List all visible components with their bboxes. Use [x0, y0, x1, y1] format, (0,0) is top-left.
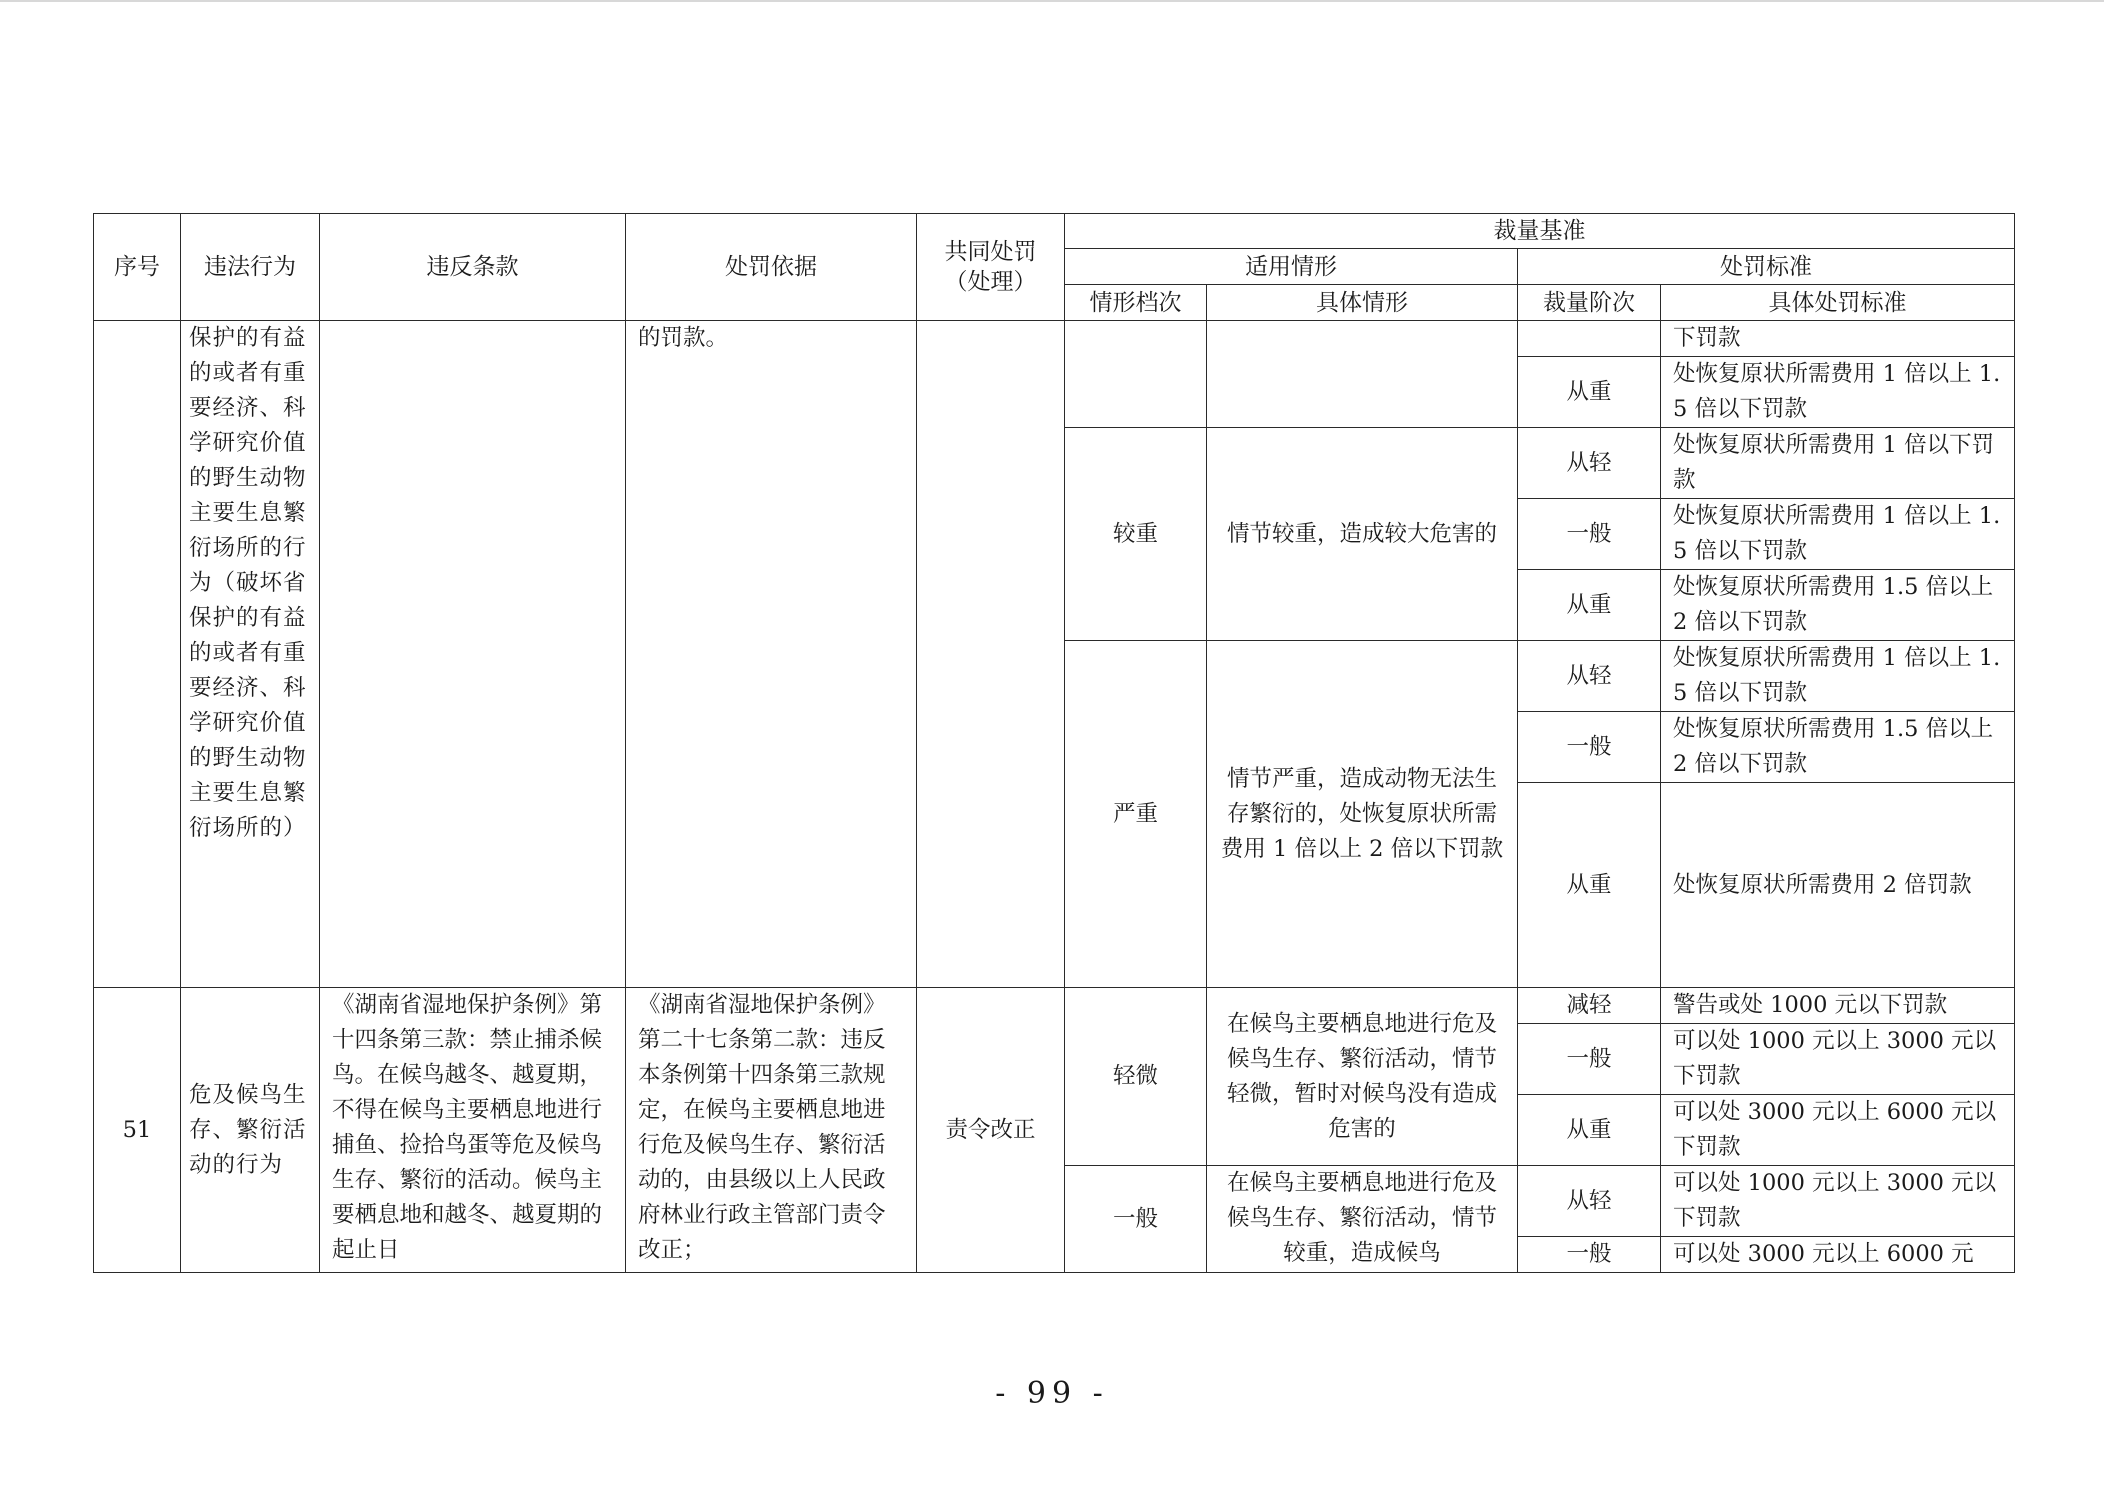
page-top-border — [0, 0, 2104, 2]
situation-grade-cell: 一般 — [1065, 1166, 1207, 1273]
cont-violation-cell — [181, 321, 320, 988]
cont-seq-cell — [94, 321, 181, 988]
discretion-step-cell: 从重 — [1518, 570, 1661, 641]
entry-51-basis-cell — [626, 988, 917, 1273]
header-penalty-standard: 处罚标准 — [1518, 249, 2015, 285]
penalty-standard-cell — [1661, 641, 2015, 712]
penalty-standard-text: 可以处 1000 元以上 3000 元以下罚款 — [1673, 1170, 1997, 1231]
penalty-standard-cell — [1661, 1095, 2015, 1166]
table-row — [94, 321, 2015, 357]
page-number: - 99 - — [995, 1376, 1109, 1411]
header-discretion-level: 裁量阶次 — [1518, 285, 1661, 321]
penalty-standard-cell — [1661, 1237, 2015, 1273]
penalty-standard-text: 可以处 1000 元以上 3000 元以下罚款 — [1673, 1028, 1997, 1089]
penalty-standard-text: 警告或处 1000 元以下罚款 — [1673, 992, 1948, 1018]
penalty-standard-text: 可以处 3000 元以上 6000 元 — [1673, 1241, 1974, 1267]
discretion-step-cell: 一般 — [1518, 712, 1661, 783]
header-clause: 违反条款 — [320, 214, 626, 321]
discretion-standard-table — [93, 213, 2015, 1273]
entry-51-clause-cell — [320, 988, 626, 1273]
penalty-standard-cell — [1661, 988, 2015, 1024]
specific-situation-text: 情节严重，造成动物无法生存繁衍的，处恢复原状所需费用 1 倍以上 2 倍以下罚款 — [1220, 765, 1504, 862]
discretion-step-cell: 从轻 — [1518, 428, 1661, 499]
penalty-standard-text: 处恢复原状所需费用 1.5 倍以上 2 倍以下罚款 — [1673, 574, 1994, 635]
penalty-standard-cell — [1661, 357, 2015, 428]
penalty-standard-cell — [1661, 321, 2015, 357]
entry-51-basis-text: 《湖南省湿地保护条例》第二十七条第二款：违反本条例第十四条第三款规定，在候鸟主要栖息地进行危及候鸟生存、繁衍活动的，由县级以上人民政府林业行政主管部门责令改正； — [638, 992, 886, 1263]
header-discretion-standard: 裁量基准 — [1065, 214, 2015, 249]
header-basis: 处罚依据 — [626, 214, 917, 321]
header-specific-penalty: 具体处罚标准 — [1661, 285, 2015, 321]
situation-grade-cell: 轻微 — [1065, 988, 1207, 1166]
specific-situation-cell — [1207, 321, 1518, 428]
penalty-standard-cell — [1661, 1166, 2015, 1237]
discretion-step-cell: 一般 — [1518, 1024, 1661, 1095]
cont-basis-cell — [626, 321, 917, 988]
cont-basis-text: 的罚款。 — [638, 325, 729, 351]
header-row-1 — [94, 214, 2015, 249]
header-violation: 违法行为 — [181, 214, 320, 321]
header-applicable: 适用情形 — [1065, 249, 1518, 285]
specific-situation-cell — [1207, 428, 1518, 641]
penalty-standard-cell — [1661, 712, 2015, 783]
cont-clause-cell — [320, 321, 626, 988]
entry-51-violation-cell — [181, 988, 320, 1273]
penalty-standard-text: 处恢复原状所需费用 2 倍罚款 — [1673, 871, 1972, 898]
entry-51-seq: 51 — [94, 988, 181, 1273]
entry-51-common-penalty: 责令改正 — [917, 988, 1065, 1273]
penalty-standard-text: 下罚款 — [1673, 325, 1741, 351]
discretion-step-cell — [1518, 321, 1661, 357]
cont-common-penalty-cell — [917, 321, 1065, 988]
situation-grade-cell: 较重 — [1065, 428, 1207, 641]
discretion-step-cell: 一般 — [1518, 499, 1661, 570]
penalty-standard-cell — [1661, 783, 2015, 988]
header-level: 情形档次 — [1065, 285, 1207, 321]
specific-situation-cell — [1207, 641, 1518, 988]
penalty-standard-text: 处恢复原状所需费用 1 倍以上 1.5 倍以下罚款 — [1673, 361, 2001, 422]
discretion-step-cell: 从轻 — [1518, 1166, 1661, 1237]
entry-51-clause-text: 《湖南省湿地保护条例》第十四条第三款：禁止捕杀候鸟。在候鸟越冬、越夏期，不得在候鸟主要栖息地进行捕鱼、捡拾鸟蛋等危及候鸟生存、繁衍的活动。候鸟主要栖息地和越冬、越夏期的起止日 — [332, 992, 603, 1263]
penalty-standard-text: 处恢复原状所需费用 1.5 倍以上 2 倍以下罚款 — [1673, 716, 1994, 777]
specific-situation-cell — [1207, 988, 1518, 1166]
discretion-step-cell: 一般 — [1518, 1237, 1661, 1273]
penalty-standard-text: 可以处 3000 元以上 6000 元以下罚款 — [1673, 1099, 1997, 1160]
table-row — [94, 988, 2015, 1024]
header-specific-situation: 具体情形 — [1207, 285, 1518, 321]
entry-51-violation-text: 危及候鸟生存、繁衍活动的行为 — [189, 1081, 307, 1178]
discretion-step-cell: 从重 — [1518, 357, 1661, 428]
discretion-step-cell: 从重 — [1518, 783, 1661, 988]
penalty-standard-cell — [1661, 428, 2015, 499]
specific-situation-text: 在候鸟主要栖息地进行危及候鸟生存、繁衍活动，情节轻微，暂时对候鸟没有造成危害的 — [1226, 1010, 1497, 1142]
discretion-step-cell: 从重 — [1518, 1095, 1661, 1166]
penalty-standard-text: 处恢复原状所需费用 1 倍以上 1.5 倍以下罚款 — [1673, 645, 2001, 706]
penalty-standard-cell — [1661, 570, 2015, 641]
situation-grade-cell — [1065, 321, 1207, 428]
discretion-step-cell: 减轻 — [1518, 988, 1661, 1024]
specific-situation-cell — [1207, 1166, 1518, 1273]
specific-situation-text: 情节较重，造成较大危害的 — [1226, 520, 1497, 547]
penalty-standard-text: 处恢复原状所需费用 1 倍以上 1.5 倍以下罚款 — [1673, 503, 2001, 564]
header-common-penalty-text: 共同处罚（处理） — [944, 239, 1037, 295]
penalty-standard-cell — [1661, 499, 2015, 570]
situation-grade-cell: 严重 — [1065, 641, 1207, 988]
header-common-penalty — [917, 214, 1065, 321]
discretion-step-cell: 从轻 — [1518, 641, 1661, 712]
penalty-standard-text: 处恢复原状所需费用 1 倍以下罚款 — [1673, 432, 1995, 493]
penalty-standard-cell — [1661, 1024, 2015, 1095]
cont-violation-text: 保护的有益的或者有重要经济、科学研究价值的野生动物主要生息繁衍场所的行为（破坏省保护的有益的或者有重要经济、科学研究价值的野生动物主要生息繁衍场所的） — [189, 325, 307, 841]
header-seq: 序号 — [94, 214, 181, 321]
specific-situation-text: 在候鸟主要栖息地进行危及候鸟生存、繁衍活动，情节较重，造成候鸟 — [1226, 1170, 1497, 1266]
